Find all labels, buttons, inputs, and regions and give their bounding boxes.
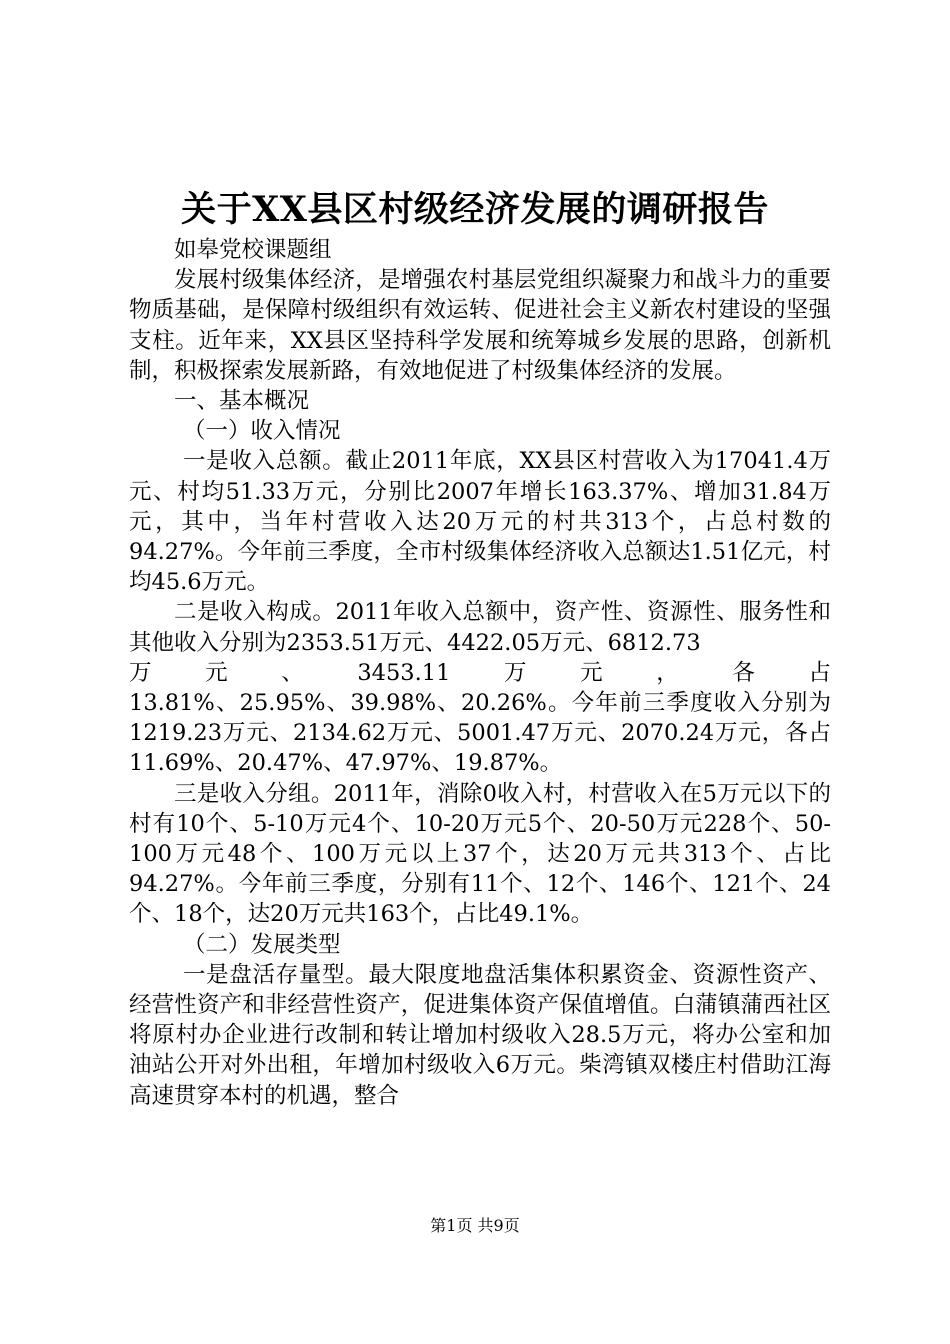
author-line: 如皋党校课题组 bbox=[174, 237, 332, 263]
paragraph-income-total: 一是收入总额。截止2011年底，XX县区村营收入为17041.4万元、村均51.33万元，分别比2007年增长163.37%、增加31.84万元，其中，当年村营收入达20万元的村共313个，占总村数的94.27%。今年前三季度，全市村级集体经济收入总额达1.51亿元，村均45.6万元。 bbox=[129, 448, 831, 596]
heading-income: （一）收入情况 bbox=[183, 418, 341, 445]
paragraph-intro: 发展村级集体经济，是增强农村基层党组织凝聚力和战斗力的重要物质基础，是保障村级组织有效运转、促进社会主义新农村建设的坚强支柱。近年来，XX县区坚持科学发展和统筹城乡发展的思路，创新机制，积极探索发展新路，有效地促进了村级集体经济的发展。 bbox=[129, 267, 831, 384]
paragraph-income-groups: 三是收入分组。2011年，消除0收入村，村营收入在5万元以下的村有10个、5-10万元4个、10-20万元5个、20-50万元228个、50-100万元48个、100万元以上37个，达20万元共313个、占比94.27%。今年前三季度，分别有11个、12个、146个、121个、24个、18个，达20万元共163个，占比49.1%。 bbox=[129, 780, 831, 928]
paragraph-income-structure-end: 13.81%、25.95%、39.98%、20.26%。今年前三季度收入分别为1219.23万元、2134.62万元、5001.47万元、2070.24万元，各占11.69%、20.47%、47.97%、19.87%。 bbox=[129, 690, 831, 777]
page-footer: 第1页 共9页 bbox=[430, 1216, 520, 1235]
heading-development-types: （二）发展类型 bbox=[183, 931, 341, 958]
document-title: 关于XX县区村级经济发展的调研报告 bbox=[181, 189, 769, 230]
paragraph-income-structure: 二是收入构成。2011年收入总额中，资产性、资源性、服务性和其他收入分别为2353.51万元、4422.05万元、6812.73 bbox=[129, 599, 831, 656]
paragraph-type-stock: 一是盘活存量型。最大限度地盘活集体积累资金、资源性资产、经营性资产和非经营性资产，促进集体资产保值增值。白蒲镇蒲西社区将原村办企业进行改制和转让增加村级收入28.5万元，将办公室和加油站公开对外出租，年增加村级收入6万元。柴湾镇双楼庄村借助江海高速贯穿本村的机遇，整合 bbox=[129, 961, 831, 1109]
paragraph-income-structure-cont: 万元、3453.11万元，各占 bbox=[129, 659, 831, 686]
heading-basic-overview: 一、基本概况 bbox=[174, 388, 310, 415]
document-body bbox=[129, 235, 831, 1111]
